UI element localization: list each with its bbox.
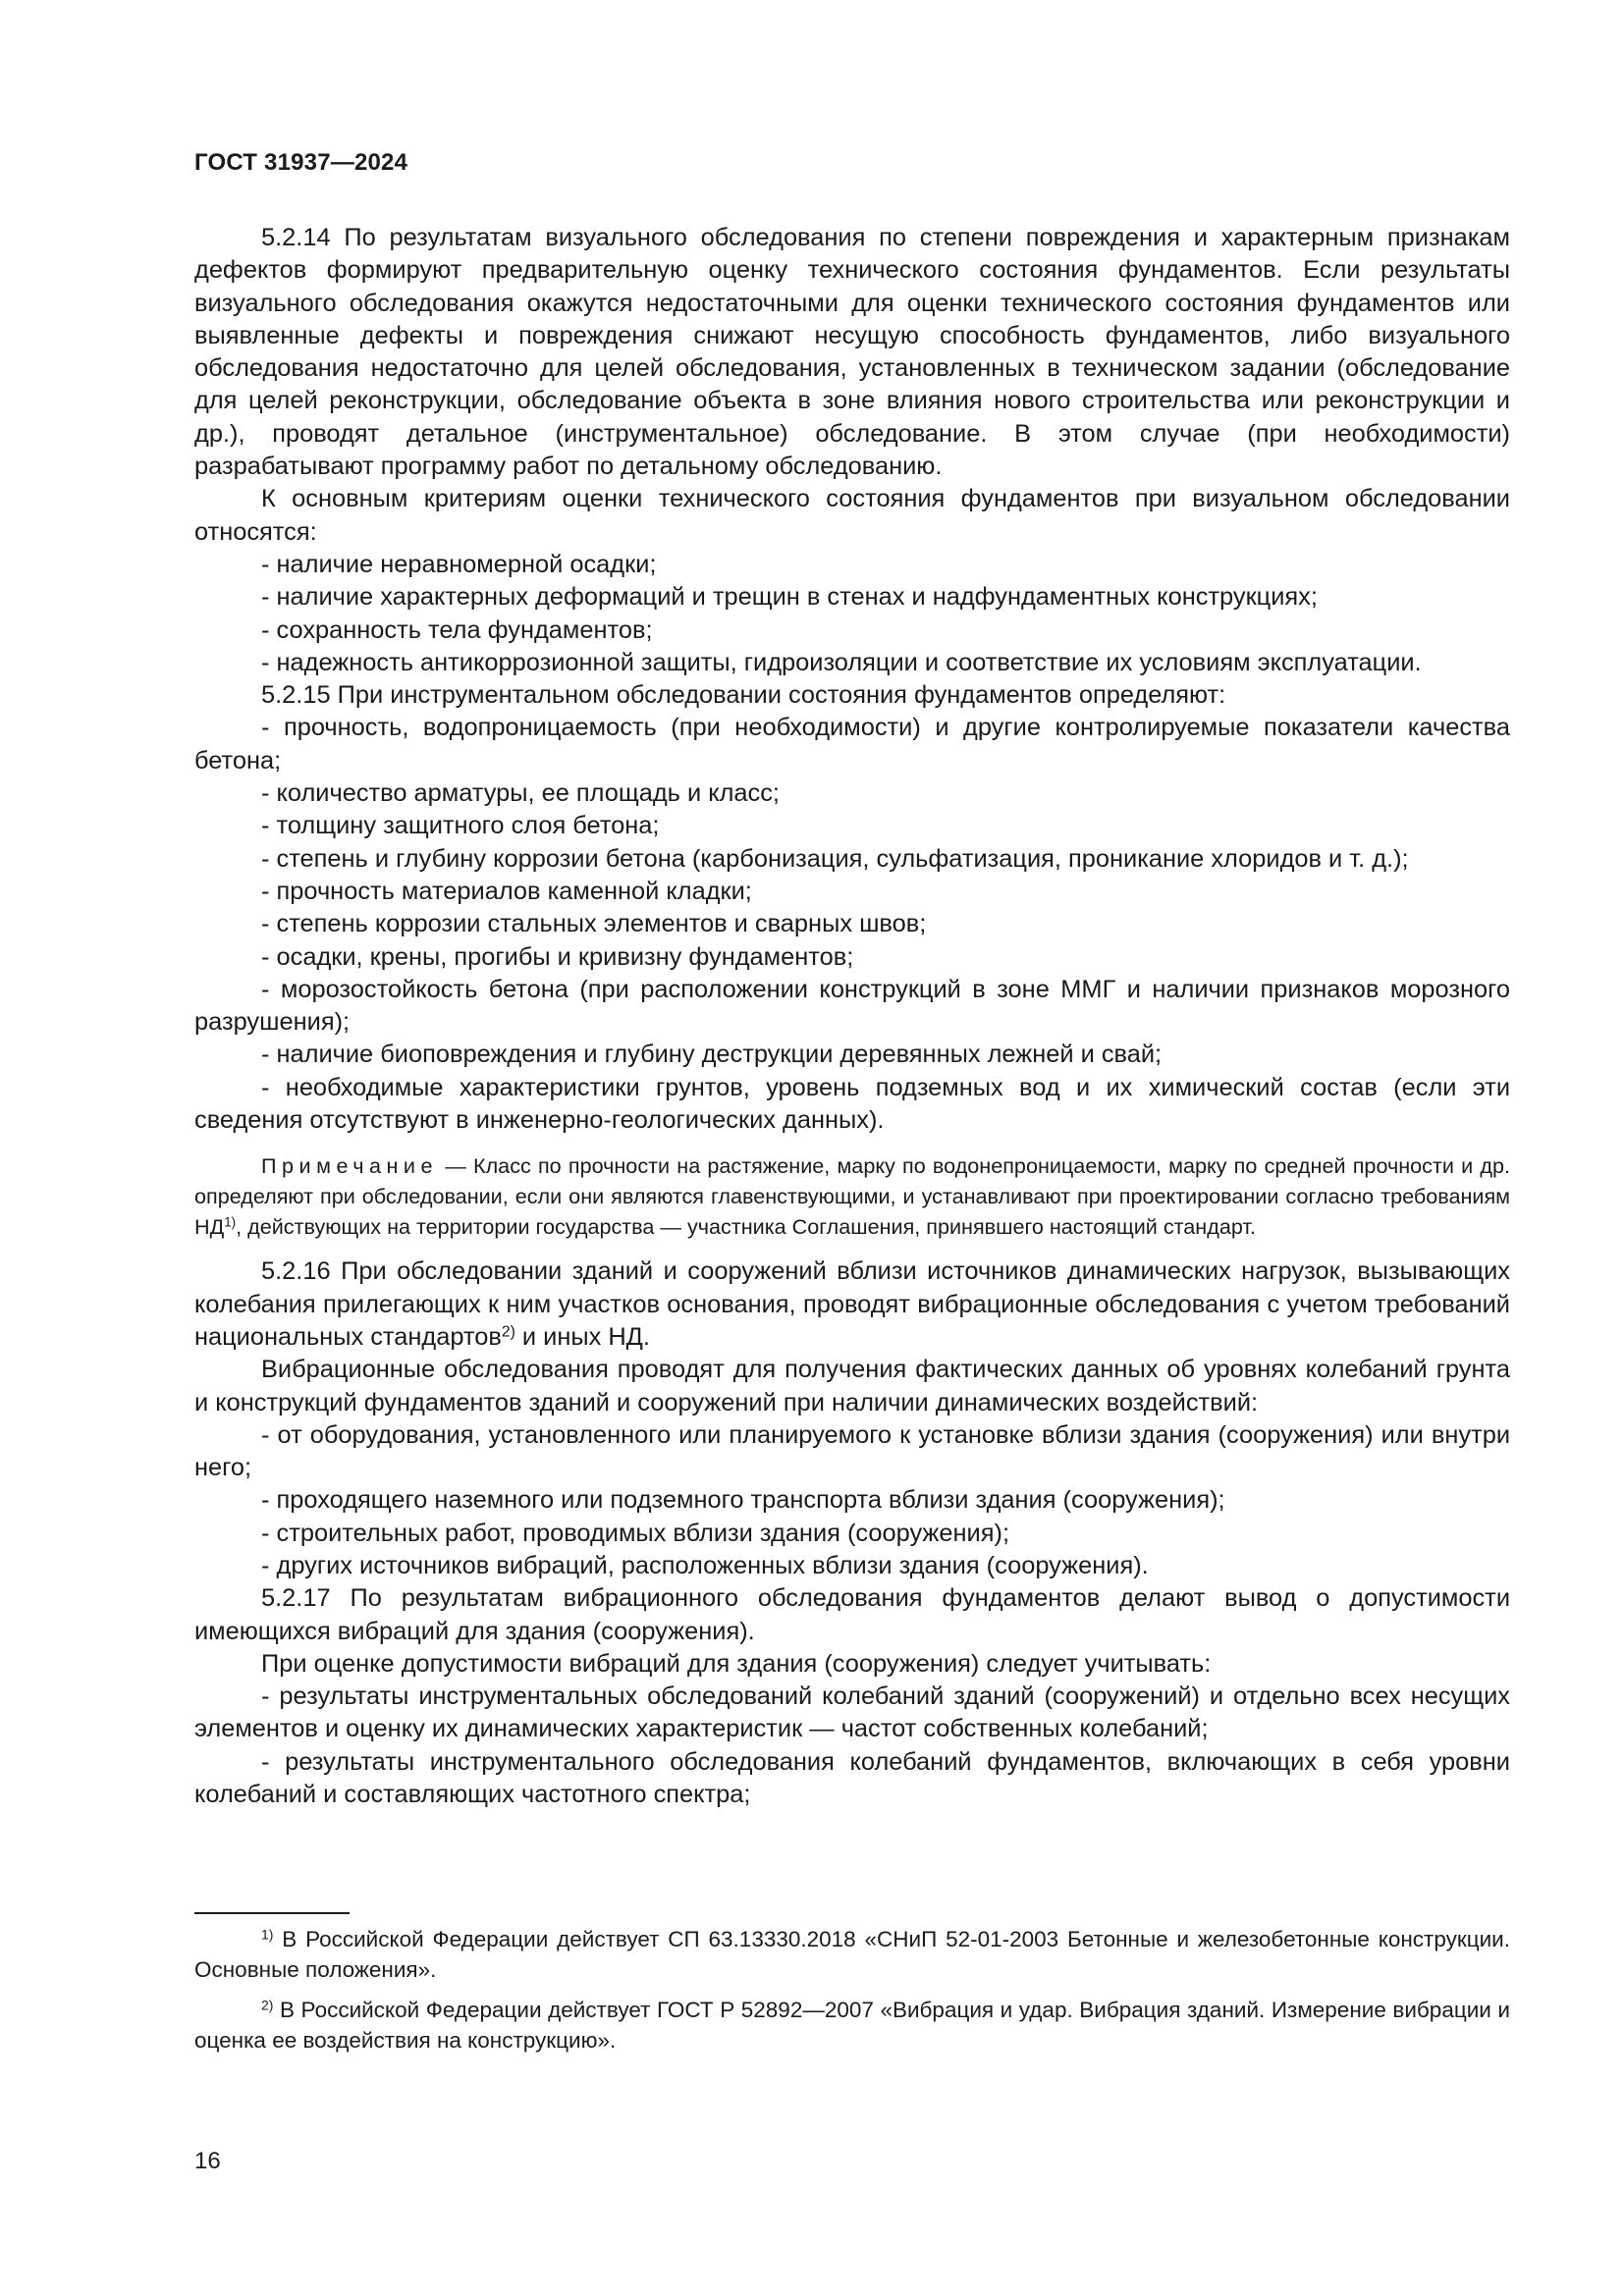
list-item: - морозостойкость бетона (при расположении конструкций в зоне ММГ и наличии признаков морозного разрушения);	[194, 975, 1510, 1037]
list-item: - наличие биоповреждения и глубину деструкции деревянных лежней и свай;	[261, 1041, 1163, 1069]
list-item: - надежность антикоррозионной защиты, гидроизоляции и соответствие их условиям эксплуатации.	[261, 648, 1422, 676]
list-item: - наличие характерных деформаций и трещин в стенах и надфундаментных конструкциях;	[261, 583, 1318, 612]
paragraph-5-2-17: 5.2.17 По результатам вибрационного обследования фундаментов делают вывод о допустимости имеющихся вибраций для здания (сооружения).	[194, 1584, 1510, 1645]
footnote-text: В Российской Федерации действует СП 63.13330.2018 «СНиП 52-01-2003 Бетонные и железобетонные конструкции. Основные положения».	[194, 1927, 1510, 1982]
list-item: - других источников вибраций, расположенных вблизи здания (сооружения).	[261, 1551, 1149, 1579]
list-item: - сохранность тела фундаментов;	[261, 615, 653, 644]
list-item: - степень коррозии стальных элементов и сварных швов;	[261, 910, 927, 938]
list-item: - степень и глубину коррозии бетона (карбонизация, сульфатизация, проникание хлоридов и т. д.);	[261, 844, 1409, 873]
list-item: - наличие неравномерной осадки;	[261, 550, 657, 578]
footnote-2	[194, 1995, 1510, 2056]
footnote-ref-2[interactable]: 2)	[501, 1323, 515, 1341]
footnote-mark: 1)	[261, 1926, 274, 1943]
note-text-b: , действующих на территории государства — участника Соглашения, принявшего настоящий стандарт.	[236, 1214, 1256, 1240]
page-number: 16	[194, 2148, 221, 2174]
list-item: - результаты инструментальных обследований колебаний зданий (сооружений) и отдельно всех несущих элементов и оценку их динамических характеристик — частот собственных колебаний;	[194, 1682, 1510, 1743]
note-label: Примечание	[261, 1153, 438, 1179]
footnote-1	[194, 1924, 1510, 1985]
list-item: - необходимые характеристики грунтов, уровень подземных вод и их химический состав (если эти сведения отсутствуют в инженерно-геологических данных).	[194, 1073, 1510, 1135]
paragraph-criteria-intro: К основным критериям оценки технического состояния фундаментов при визуальном обследовании относятся:	[194, 485, 1510, 546]
list-item: - прочность, водопроницаемость (при необходимости) и другие контролируемые показатели качества бетона;	[194, 714, 1510, 774]
document-header: ГОСТ 31937—2024	[194, 149, 408, 176]
list-item: - осадки, крены, прогибы и кривизну фундаментов;	[261, 942, 854, 971]
footnotes	[194, 1924, 1510, 2065]
list-item: - прочность материалов каменной кладки;	[261, 877, 752, 905]
paragraph-5-2-16-text-b: и иных НД.	[514, 1322, 650, 1351]
list-item: - строительных работ, проводимых вблизи здания (сооружения);	[261, 1519, 1010, 1547]
list-item: - результаты инструментального обследования колебаний фундаментов, включающих в себя уровни колебаний и составляющих частотного спектра;	[194, 1747, 1510, 1809]
footnote-mark: 2)	[261, 1997, 274, 2013]
paragraph-assessment-intro: При оценке допустимости вибраций для здания (сооружения) следует учитывать:	[261, 1649, 1212, 1678]
document-body	[194, 222, 1510, 1811]
paragraph-5-2-15: 5.2.15 При инструментальном обследовании состояния фундаментов определяют:	[261, 681, 1226, 710]
list-item: - проходящего наземного или подземного транспорта вблизи здания (сооружения);	[261, 1486, 1225, 1515]
list-item: - толщину защитного слоя бетона;	[261, 812, 660, 840]
note-text-a: — Класс по прочности на растяжение, марку по водонепроницаемости, марку по средней прочности и др. определяют при обследовании, если они являются главенствующими, и устанавливают при проектировании согласно требованиям НД	[194, 1153, 1510, 1240]
note-block	[194, 1150, 1510, 1242]
footnote-ref-1[interactable]: 1)	[224, 1214, 237, 1230]
paragraph-5-2-16-text-a: 5.2.16 При обследовании зданий и сооружений вблизи источников динамических нагрузок, вызывающих колебания прилегающих к ним участков основания, проводят вибрационные обследования с учетом требований национальных стандартов	[194, 1257, 1510, 1351]
paragraph-vibration-intro: Вибрационные обследования проводят для получения фактических данных об уровнях колебаний грунта и конструкций фундаментов зданий и сооружений при наличии динамических воздействий:	[194, 1356, 1510, 1416]
paragraph-5-2-16	[194, 1255, 1510, 1354]
list-item: - от оборудования, установленного или планируемого к установке вблизи здания (сооружения) или внутри него;	[194, 1420, 1510, 1482]
footnote-divider	[194, 1912, 350, 1914]
footnote-text: В Российской Федерации действует ГОСТ Р 52892—2007 «Вибрация и удар. Вибрация зданий. Измерение вибрации и оценка ее воздействия на конструкцию».	[194, 1998, 1510, 2053]
paragraph-5-2-14: 5.2.14 По результатам визуального обследования по степени повреждения и характерным признакам дефектов формируют предварительную оценку технического состояния фундаментов. Если результаты визуального обследования окажутся недостаточными для оценки технического состояния фундаментов или выявленные дефекты и повреждения снижают несущую способность фундаментов, либо визуального обследования недостаточно для целей обследования, установленных в техническом задании (обследование для целей реконструкции, обследование объекта в зоне влияния нового строительства или реконструкции и др.), проводят детальное (инструментальное) обследование. В этом случае (при необходимости) разрабатывают программу работ по детальному обследованию.	[194, 224, 1510, 481]
list-item: - количество арматуры, ее площадь и класс;	[261, 779, 780, 808]
